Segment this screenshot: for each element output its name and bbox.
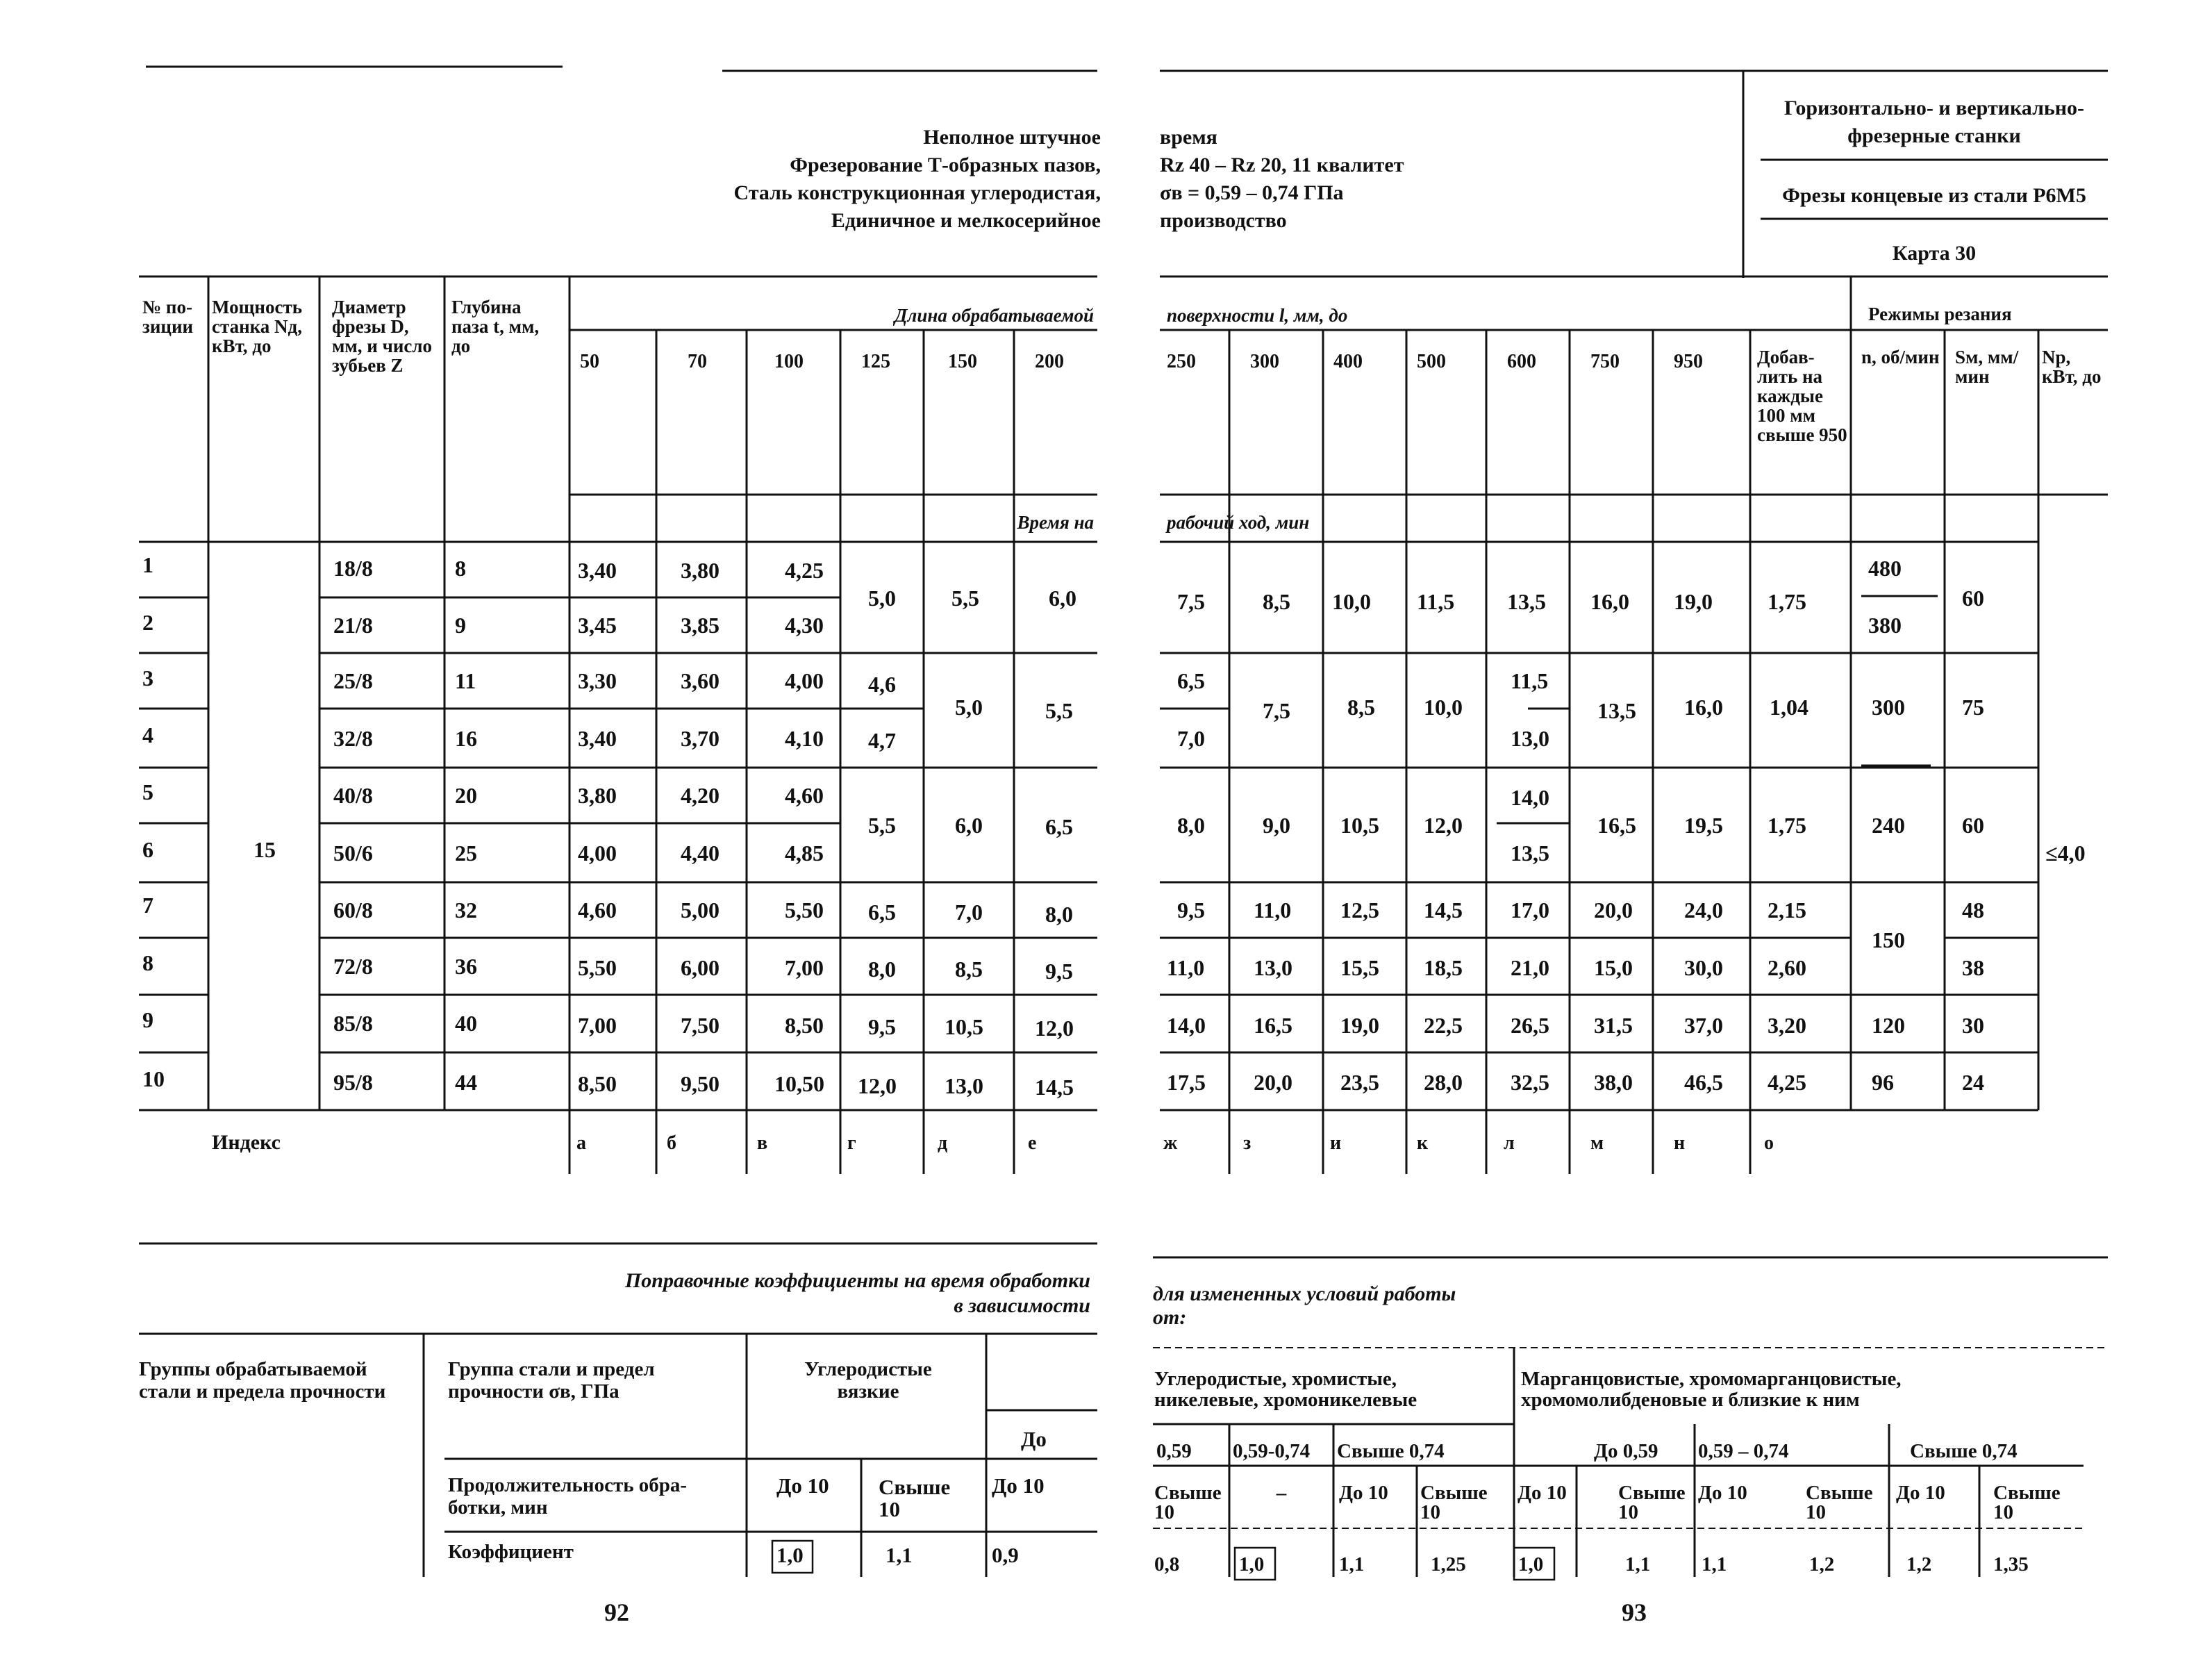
cell-300: 16,5 <box>1254 1013 1292 1038</box>
row-position: 4 <box>142 722 153 747</box>
cell-750: 15,0 <box>1594 955 1633 980</box>
row-diameter: 32/8 <box>333 726 373 751</box>
row-len-50: 5,50 <box>578 955 617 980</box>
cell-250: 6,5 <box>1177 668 1205 693</box>
row-len-50: 3,30 <box>578 668 617 693</box>
time-header-left: Время на <box>1017 512 1094 533</box>
length-col-100: 100 <box>774 351 804 372</box>
d-over10: Свыше 10 <box>1993 1482 2061 1523</box>
index-letter: а <box>576 1132 586 1154</box>
cell-s: 75 <box>1962 695 1984 720</box>
add-col-header: Добав-лить на каждые 100 мм свыше 950 <box>1757 347 1847 445</box>
header-right-line: σв = 0,59 – 0,74 ГПа <box>1160 181 1344 204</box>
row-position: 1 <box>142 552 153 577</box>
coef-value: 1,1 <box>885 1543 913 1567</box>
cell-200: 6,5 <box>1045 814 1073 839</box>
s-059-074: 0,59-0,74 <box>1233 1440 1311 1462</box>
d-do10: До 10 <box>992 1473 1045 1498</box>
coef-value: 0,9 <box>992 1543 1019 1567</box>
index-letter: м <box>1590 1132 1604 1154</box>
cell-150: 10,5 <box>945 1014 983 1039</box>
length-col-300: 300 <box>1250 351 1279 372</box>
header-left-line: Фрезерование Т-образных пазов, <box>790 154 1101 176</box>
header-right-line: Rz 40 – Rz 20, 11 квалитет <box>1160 154 1404 176</box>
cell-400: 19,0 <box>1340 1013 1379 1038</box>
cell-950: 46,5 <box>1684 1070 1723 1095</box>
cell-600: 26,5 <box>1511 1013 1549 1038</box>
index-letter: о <box>1764 1132 1774 1154</box>
cell-300: 7,5 <box>1263 698 1290 723</box>
row-position: 9 <box>142 1007 153 1032</box>
row-len-70: 9,50 <box>681 1071 720 1096</box>
s-do059: До 0,59 <box>1594 1440 1658 1462</box>
cell-add: 1,75 <box>1768 813 1806 838</box>
index-letter: г <box>847 1132 856 1154</box>
cell-125: 12,0 <box>858 1073 897 1098</box>
s-over074: Свыше 0,74 <box>1337 1440 1445 1462</box>
length-col-500: 500 <box>1417 351 1446 372</box>
row-diameter: 50/6 <box>333 841 373 866</box>
length-col-200: 200 <box>1035 351 1064 372</box>
row-position: 2 <box>142 610 153 635</box>
row-position: 10 <box>142 1066 165 1091</box>
power-value: 15 <box>253 837 276 862</box>
row-len-70: 7,50 <box>681 1013 720 1038</box>
row-len-100: 10,50 <box>774 1071 824 1096</box>
coef-value: 1,25 <box>1431 1553 1466 1576</box>
row-diameter: 85/8 <box>333 1011 373 1036</box>
cell-500: 28,0 <box>1424 1070 1463 1095</box>
row-len-70: 3,85 <box>681 613 720 638</box>
cell-s: 30 <box>1962 1013 1984 1038</box>
machine-title <box>1757 94 2111 150</box>
coef-value: 1,2 <box>1809 1553 1835 1576</box>
header-left-line: Неполное штучное <box>923 126 1101 149</box>
row-position: 6 <box>142 837 153 862</box>
col-s-header: Sм, мм/мин <box>1955 347 2019 387</box>
d-do10: До 10 <box>1698 1482 1747 1504</box>
cell-200: 12,0 <box>1035 1016 1074 1041</box>
cell-n: 380 <box>1868 613 1902 638</box>
cell-950: 19,5 <box>1684 813 1723 838</box>
cell-125: 4,6 <box>868 672 896 697</box>
cell-add: 2,15 <box>1768 898 1806 923</box>
cell-s: 48 <box>1962 898 1984 923</box>
row-len-100: 4,10 <box>785 726 824 751</box>
cell-400: 12,5 <box>1340 898 1379 923</box>
cell-250: 7,5 <box>1177 589 1205 614</box>
cell-n-rows-7-8: 150 <box>1872 927 1905 952</box>
header-right <box>1160 124 1577 235</box>
col-np-header: Nр, кВт, до <box>2042 347 2102 387</box>
header-left-line: Сталь конструкционная углеродистая, <box>733 181 1101 204</box>
coef-value: 1,35 <box>1993 1553 2029 1576</box>
length-header-left: Длина обрабатываемой <box>895 305 1094 326</box>
cell-add: 1,04 <box>1770 695 1808 720</box>
cell-150: 5,0 <box>955 695 983 720</box>
row-len-50: 3,40 <box>578 558 617 583</box>
index-letter: и <box>1330 1132 1342 1154</box>
cell-950: 19,0 <box>1674 589 1713 614</box>
row-depth: 16 <box>455 726 477 751</box>
cell-s: 38 <box>1962 955 1984 980</box>
cell-950: 16,0 <box>1684 695 1723 720</box>
steel-group-label: Группа стали и предел прочности σв, ГПа <box>448 1358 655 1403</box>
cell-600: 13,5 <box>1511 841 1549 866</box>
coef-value: 1,2 <box>1906 1553 1932 1576</box>
coef-value: 1,1 <box>1339 1553 1365 1576</box>
carbon-viscous-label: Углеродистые вязкие <box>804 1358 932 1403</box>
col-depth-header: Глубина паза t, мм, до <box>451 297 540 356</box>
cell-200: 6,0 <box>1049 586 1076 611</box>
cell-300: 13,0 <box>1254 955 1292 980</box>
row-len-100: 5,50 <box>785 898 824 923</box>
row-depth: 32 <box>455 898 477 923</box>
cell-600: 11,5 <box>1511 668 1549 693</box>
row-diameter: 21/8 <box>333 613 373 638</box>
row-position: 7 <box>142 893 153 918</box>
corr-title-left <box>417 1268 1090 1318</box>
row-len-70: 4,20 <box>681 783 720 808</box>
cell-600: 14,0 <box>1511 785 1549 810</box>
row-len-100: 4,60 <box>785 783 824 808</box>
cell-750: 20,0 <box>1594 898 1633 923</box>
index-letter: е <box>1028 1132 1037 1154</box>
cell-750: 16,0 <box>1590 589 1629 614</box>
cell-125: 9,5 <box>868 1014 896 1039</box>
row-depth: 11 <box>455 668 476 693</box>
row-diameter: 25/8 <box>333 668 373 693</box>
cell-add: 4,25 <box>1768 1070 1806 1095</box>
index-letter: ж <box>1163 1132 1178 1154</box>
row-len-50: 8,50 <box>578 1071 617 1096</box>
cell-950: 30,0 <box>1684 955 1723 980</box>
corr-title-line: Поправочные коэффициенты на время обработки <box>624 1269 1090 1292</box>
d-over10: Свыше 10 <box>1154 1482 1222 1523</box>
col-power-header: Мощность станка Nд, кВт, до <box>212 297 303 356</box>
cell-200: 9,5 <box>1045 959 1073 984</box>
cell-300: 20,0 <box>1254 1070 1292 1095</box>
coef-value: 1,0 <box>1239 1553 1265 1576</box>
corr-title-line: для измененных условий работы <box>1153 1282 1456 1305</box>
cell-n: 96 <box>1872 1070 1894 1095</box>
cell-250: 8,0 <box>1177 813 1205 838</box>
cell-150: 6,0 <box>955 813 983 838</box>
index-letter: н <box>1674 1132 1686 1154</box>
row-len-100: 4,30 <box>785 613 824 638</box>
duration-label: Продолжительность обра-ботки, мин <box>448 1474 688 1519</box>
cell-150: 7,0 <box>955 900 983 925</box>
length-col-400: 400 <box>1333 351 1363 372</box>
row-len-100: 4,85 <box>785 841 824 866</box>
cell-500: 22,5 <box>1424 1013 1463 1038</box>
cell-950: 24,0 <box>1684 898 1723 923</box>
row-len-70: 6,00 <box>681 955 720 980</box>
length-header-right: поверхности l, мм, до <box>1167 305 1348 326</box>
np-value: ≤4,0 <box>2045 841 2086 866</box>
cell-500: 14,5 <box>1424 898 1463 923</box>
cell-add: 1,75 <box>1768 589 1806 614</box>
row-diameter: 95/8 <box>333 1070 373 1095</box>
cell-500: 10,0 <box>1424 695 1463 720</box>
cell-600: 13,0 <box>1511 726 1549 751</box>
coef-value: 1,0 <box>1518 1553 1544 1576</box>
tool-title: Фрезы концевые из стали Р6М5 <box>1782 184 2086 207</box>
row-depth: 25 <box>455 841 477 866</box>
cell-300: 8,5 <box>1263 589 1290 614</box>
cell-400: 23,5 <box>1340 1070 1379 1095</box>
index-letter: л <box>1504 1132 1515 1154</box>
cell-add: 3,20 <box>1768 1013 1806 1038</box>
cell-500: 11,5 <box>1417 589 1455 614</box>
length-col-125: 125 <box>861 351 890 372</box>
length-col-750: 750 <box>1590 351 1620 372</box>
cell-200: 14,5 <box>1035 1075 1074 1100</box>
length-col-50: 50 <box>580 351 599 372</box>
cell-250: 11,0 <box>1167 955 1205 980</box>
header-left <box>476 124 1101 235</box>
cell-n: 300 <box>1872 695 1905 720</box>
coef-value: 1,1 <box>1702 1553 1727 1576</box>
index-letter: в <box>757 1132 768 1154</box>
row-depth: 20 <box>455 783 477 808</box>
corr-title-right <box>1153 1282 1708 1330</box>
length-col-70: 70 <box>688 351 707 372</box>
machine-title-line: фрезерные станки <box>1847 124 2021 147</box>
corr-title-line: от: <box>1153 1306 1187 1329</box>
row-depth: 8 <box>455 556 466 581</box>
cell-250: 7,0 <box>1177 726 1205 751</box>
cell-300: 9,0 <box>1263 813 1290 838</box>
cell-add: 2,60 <box>1768 955 1806 980</box>
coef-label: Коэффициент <box>448 1541 574 1563</box>
row-len-70: 3,60 <box>681 668 720 693</box>
cell-250: 9,5 <box>1177 898 1205 923</box>
cell-150: 5,5 <box>951 586 979 611</box>
d-over10: Свыше 10 <box>1806 1482 1873 1523</box>
cell-s: 60 <box>1962 586 1984 611</box>
cell-750: 38,0 <box>1594 1070 1633 1095</box>
time-header-right: рабочий ход, мин <box>1167 512 1310 533</box>
d-over10: Свыше 10 <box>1420 1482 1488 1523</box>
d-do10: До 10 <box>1339 1482 1388 1504</box>
row-position: 5 <box>142 779 153 804</box>
d-over10: Свыше 10 <box>1618 1482 1686 1523</box>
modes-header: Режимы резания <box>1868 304 2012 324</box>
row-position: 3 <box>142 665 153 691</box>
row-len-100: 8,50 <box>785 1013 824 1038</box>
page-number-right: 93 <box>1622 1598 1647 1626</box>
cell-s: 24 <box>1962 1070 1984 1095</box>
s-059: 0,59 <box>1156 1440 1192 1462</box>
index-letter: б <box>667 1132 676 1154</box>
cell-600: 32,5 <box>1511 1070 1549 1095</box>
col-diameter-header: Диаметр фрезы D, мм, и число зубьев Z <box>332 297 433 376</box>
cell-300: 11,0 <box>1254 898 1292 923</box>
row-len-70: 5,00 <box>681 898 720 923</box>
cell-600: 13,5 <box>1507 589 1546 614</box>
card-number: Карта 30 <box>1892 242 1977 265</box>
coef-value: 1,1 <box>1625 1553 1651 1576</box>
d-do10: До 10 <box>1517 1482 1567 1504</box>
cell-150: 13,0 <box>945 1073 983 1098</box>
machine-title-line: Горизонтально- и вертикально- <box>1783 97 2085 119</box>
cell-125: 8,0 <box>868 957 896 982</box>
row-position: 8 <box>142 950 153 975</box>
header-left-line: Единичное и мелкосерийное <box>831 209 1101 232</box>
d-do10: До 10 <box>1896 1482 1945 1504</box>
col-position-header: № по-зиции <box>142 297 194 337</box>
groups-label: Группы обрабатываемой стали и предела прочности <box>139 1358 386 1403</box>
cell-400: 15,5 <box>1340 955 1379 980</box>
cell-125: 5,0 <box>868 586 896 611</box>
header-right-line: время <box>1160 126 1217 149</box>
d-dash: – <box>1276 1482 1287 1504</box>
d-over10: Свыше 10 <box>879 1475 951 1521</box>
row-depth: 9 <box>455 613 466 638</box>
corr-title-line: в зависимости <box>954 1294 1090 1317</box>
cell-n: 240 <box>1872 813 1905 838</box>
cell-s: 60 <box>1962 813 1984 838</box>
s-over074b: Свыше 0,74 <box>1910 1440 2018 1462</box>
col-n-header: n, об/мин <box>1861 347 1940 367</box>
row-len-50: 3,40 <box>578 726 617 751</box>
length-col-150: 150 <box>948 351 977 372</box>
cell-n: 120 <box>1872 1013 1905 1038</box>
cell-750: 31,5 <box>1594 1013 1633 1038</box>
row-len-50: 4,60 <box>578 898 617 923</box>
cell-600: 17,0 <box>1511 898 1549 923</box>
length-col-250: 250 <box>1167 351 1196 372</box>
cell-400: 10,5 <box>1340 813 1379 838</box>
carbon-group-label: Углеродистые, хромистые, никелевые, хромоникелевые <box>1154 1368 1417 1411</box>
coef-value: 0,8 <box>1154 1553 1180 1576</box>
row-len-50: 3,80 <box>578 783 617 808</box>
s-do: До <box>1021 1427 1047 1451</box>
index-label: Индекс <box>212 1131 281 1154</box>
cell-400: 10,0 <box>1332 589 1371 614</box>
row-depth: 40 <box>455 1011 477 1036</box>
cell-150: 8,5 <box>955 957 983 982</box>
row-len-50: 3,45 <box>578 613 617 638</box>
index-letter: з <box>1243 1132 1251 1154</box>
row-depth: 36 <box>455 954 477 979</box>
index-letter: д <box>938 1132 948 1154</box>
row-depth: 44 <box>455 1070 477 1095</box>
cell-200: 8,0 <box>1045 902 1073 927</box>
cell-750: 16,5 <box>1597 813 1636 838</box>
cell-400: 8,5 <box>1347 695 1375 720</box>
coef-value: 1,0 <box>776 1543 804 1567</box>
length-col-950: 950 <box>1674 351 1703 372</box>
cell-600: 21,0 <box>1511 955 1549 980</box>
cell-125: 4,7 <box>868 728 896 753</box>
row-len-100: 4,25 <box>785 558 824 583</box>
d-do10: До 10 <box>776 1473 829 1498</box>
cell-500: 18,5 <box>1424 955 1463 980</box>
row-len-100: 7,00 <box>785 955 824 980</box>
row-len-100: 4,00 <box>785 668 824 693</box>
s-059-074b: 0,59 – 0,74 <box>1698 1440 1789 1462</box>
mn-group-label: Марганцовистые, хромомарганцовистые, хромомолибденовые и близкие к ним <box>1521 1368 1902 1411</box>
row-diameter: 18/8 <box>333 556 373 581</box>
page-number-left: 92 <box>604 1598 629 1626</box>
cell-750: 13,5 <box>1597 698 1636 723</box>
cell-250: 17,5 <box>1167 1070 1206 1095</box>
cell-500: 12,0 <box>1424 813 1463 838</box>
cell-950: 37,0 <box>1684 1013 1723 1038</box>
cell-125: 5,5 <box>868 813 896 838</box>
cell-200: 5,5 <box>1045 698 1073 723</box>
row-len-50: 4,00 <box>578 841 617 866</box>
length-col-600: 600 <box>1507 351 1536 372</box>
index-letter: к <box>1417 1132 1429 1154</box>
header-right-line: производство <box>1160 209 1287 232</box>
row-diameter: 60/8 <box>333 898 373 923</box>
row-diameter: 40/8 <box>333 783 373 808</box>
cell-n: 480 <box>1868 556 1902 581</box>
cell-250: 14,0 <box>1167 1013 1206 1038</box>
row-len-70: 3,70 <box>681 726 720 751</box>
cell-125: 6,5 <box>868 900 896 925</box>
row-len-50: 7,00 <box>578 1013 617 1038</box>
row-diameter: 72/8 <box>333 954 373 979</box>
row-len-70: 3,80 <box>681 558 720 583</box>
row-len-70: 4,40 <box>681 841 720 866</box>
